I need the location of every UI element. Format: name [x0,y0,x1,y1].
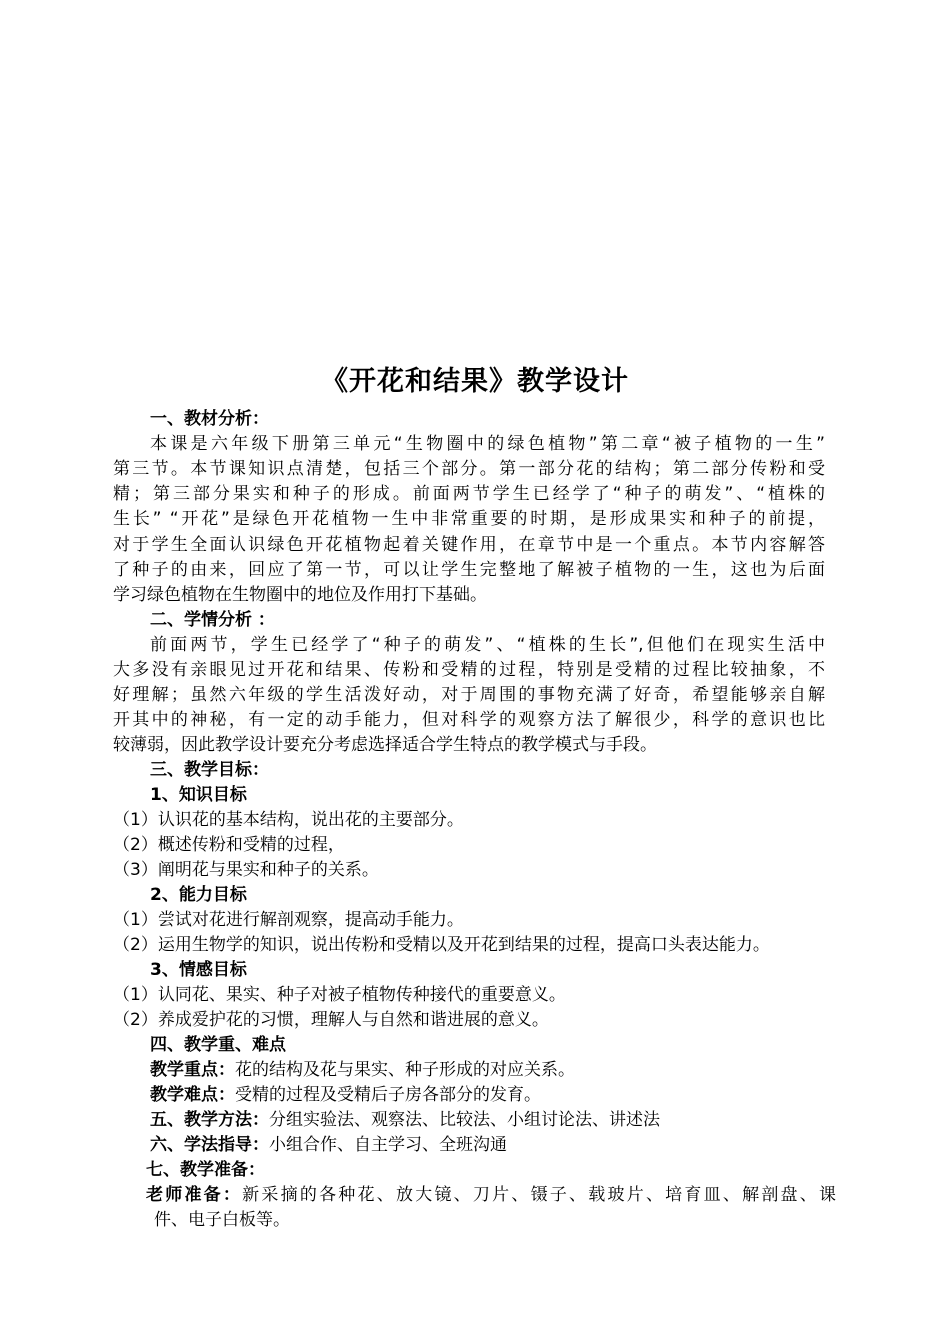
paragraph-line: 学习绿色植物在生物圈中的地位及作用打下基础。 [113,585,487,605]
list-item: （1）认识花的基本结构，说出花的主要部分。 [113,810,464,830]
list-item: （1）认同花、果实、种子对被子植物传种接代的重要意义。 [113,985,566,1005]
teaching-methods-line [150,1108,660,1132]
paragraph-line: 前面两节，学生已经学了“种子的萌发”、“植株的生长”,但他们在现实生活中 [150,635,825,655]
list-item: （2）运用生物学的知识，说出传粉和受精以及开花到结果的过程，提高口头表达能力。 [113,935,770,955]
paragraph-line: 对于学生全面认识绿色开花植物起着关键作用，在章节中是一个重点。本节内容解答 [113,535,825,555]
section-heading-student-analysis: 二、学情分析 ： [150,610,275,630]
section-heading-key-difficult-points: 四、教学重、难点 [150,1035,286,1055]
teacher-preparation-line [146,1183,836,1207]
subheading-emotion-objectives: 3、情感目标 [150,960,247,980]
paragraph-line: 精；第三部分果实和种子的形成。前面两节学生已经学了“种子的萌发”、“植株的 [113,484,825,504]
paragraph-line: 大多没有亲眼见过开花和结果、传粉和受精的过程，特别是受精的过程比较抽象，不 [113,660,825,680]
difficult-point-label: 教学难点： [150,1085,235,1105]
teacher-preparation-text: 新采摘的各种花、放大镜、刀片、镊子、载玻片、培育皿、解剖盘、课 [242,1185,837,1205]
paragraph-line: 本课是六年级下册第三单元“生物圈中的绿色植物”第二章“被子植物的一生” [150,434,825,454]
key-point-text: 花的结构及花与果实、种子形成的对应关系。 [235,1060,575,1080]
teaching-methods-label: 五、教学方法： [150,1110,269,1130]
key-point-label: 教学重点： [150,1060,235,1080]
teaching-methods-text: 分组实验法、观察法、比较法、小组讨论法、讲述法 [269,1110,660,1130]
difficult-point-text: 受精的过程及受精后子房各部分的发育。 [235,1085,541,1105]
list-item: （2）养成爱护花的习惯，理解人与自然和谐进展的意义。 [113,1010,549,1030]
section-heading-textbook-analysis: 一、教材分析： [150,409,269,429]
paragraph-line: 件、电子白板等。 [154,1210,290,1230]
page-title: 《开花和结果》教学设计 [321,366,629,397]
paragraph-line: 生长” “开花”是绿色开花植物一生中非常重要的时期，是形成果实和种子的前提， [113,509,825,529]
subheading-knowledge-objectives: 1、知识目标 [150,785,247,805]
paragraph-line: 第三节。本节课知识点清楚，包括三个部分。第一部分花的结构；第二部分传粉和受 [113,459,825,479]
list-item: （2）概述传粉和受精的过程， [113,835,345,855]
list-item: （1）尝试对花进行解剖观察，提高动手能力。 [113,910,464,930]
learning-guidance-text: 小组合作、自主学习、全班沟通 [269,1135,507,1155]
learning-guidance-line [150,1133,507,1157]
list-item: （3）阐明花与果实和种子的关系。 [113,860,379,880]
paragraph-line: 较薄弱，因此教学设计要充分考虑选择适合学生特点的教学模式与手段。 [113,735,657,755]
learning-guidance-label: 六、学法指导： [150,1135,269,1155]
section-heading-teaching-objectives: 三、教学目标： [150,760,269,780]
section-heading-teaching-preparation: 七、教学准备： [146,1160,265,1180]
paragraph-line: 好理解；虽然六年级的学生活泼好动，对于周围的事物充满了好奇，希望能够亲自解 [113,685,825,705]
difficult-point-line [150,1083,541,1107]
paragraph-line: 了种子的由来，回应了第一节，可以让学生完整地了解被子植物的一生，这也为后面 [113,560,825,580]
key-point-line [150,1058,575,1082]
paragraph-line: 开其中的神秘，有一定的动手能力，但对科学的观察方法了解很少，科学的意识也比 [113,710,825,730]
teacher-preparation-label: 老师准备： [146,1185,243,1205]
subheading-ability-objectives: 2、能力目标 [150,885,247,905]
